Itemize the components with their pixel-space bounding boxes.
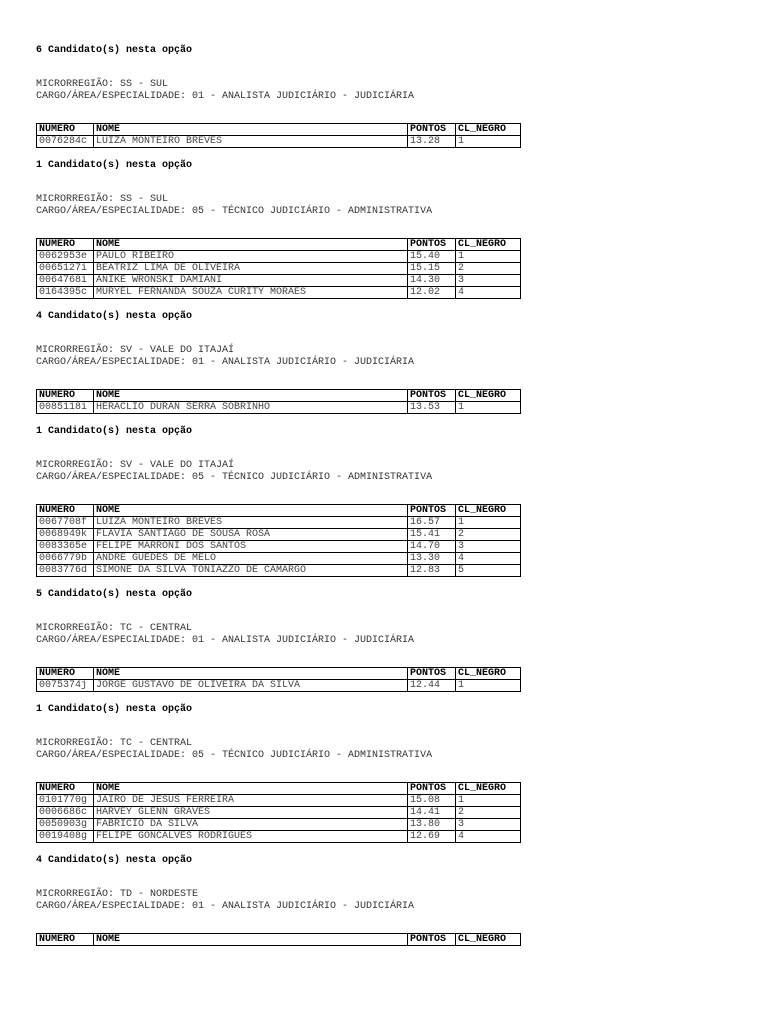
results-table — [36, 504, 521, 577]
section-header — [36, 738, 526, 762]
cell-numero: 0083776d — [37, 565, 94, 577]
column-header-pontos: PONTOS — [408, 668, 456, 680]
cell-cl-negro: 5 — [456, 565, 521, 577]
table-row — [37, 541, 521, 553]
result-section — [36, 889, 526, 946]
cell-pontos: 12.02 — [408, 287, 456, 299]
cell-cl-negro: 1 — [456, 795, 521, 807]
section-header — [36, 623, 526, 647]
cell-pontos: 14.70 — [408, 541, 456, 553]
cell-nome: PAULO RIBEIRO — [94, 251, 408, 263]
cell-cl-negro: 2 — [456, 263, 521, 275]
cell-nome: JAIRO DE JESUS FERREIRA — [94, 795, 408, 807]
microrregiao-label: MICRORREGIÃO: SS - SUL — [36, 194, 169, 205]
column-header-nome: NOME — [94, 505, 408, 517]
candidate-count: 4 Candidato(s) nesta opção — [36, 311, 193, 322]
column-header-cl-negro: CL_NEGRO — [456, 505, 521, 517]
cell-numero: 0062953e — [37, 251, 94, 263]
candidate-count: 1 Candidato(s) nesta opção — [36, 160, 193, 171]
cell-nome: MURYEL FERNANDA SOUZA CURITY MORAES — [94, 287, 408, 299]
table-row — [37, 795, 521, 807]
table-row — [37, 402, 521, 414]
sections-container — [36, 79, 526, 946]
microrregiao-label: MICRORREGIÃO: TC - CENTRAL — [36, 623, 193, 634]
cell-pontos: 13.53 — [408, 402, 456, 414]
table-row — [37, 565, 521, 577]
table-header-row — [37, 239, 521, 251]
cell-numero: 0085118i — [37, 402, 94, 414]
cell-nome: FABRICIO DA SILVA — [94, 819, 408, 831]
cell-nome: ANIKE WRONSKI DAMIANI — [94, 275, 408, 287]
column-header-cl-negro: CL_NEGRO — [456, 124, 521, 136]
column-header-pontos: PONTOS — [408, 124, 456, 136]
cell-nome: LUIZA MONTEIRO BREVES — [94, 517, 408, 529]
cell-cl-negro: 4 — [456, 553, 521, 565]
cell-numero: 0076284c — [37, 136, 94, 148]
column-header-pontos: PONTOS — [408, 390, 456, 402]
result-section — [36, 623, 526, 716]
cargo-label: CARGO/ÁREA/ESPECIALIDADE: 01 - ANALISTA JUDICIÁRIO - JUDICIÁRIA — [36, 901, 415, 912]
cell-numero: 0050903g — [37, 819, 94, 831]
column-header-numero: NUMERO — [37, 390, 94, 402]
column-header-numero: NUMERO — [37, 668, 94, 680]
cell-nome: FELIPE MARRONI DOS SANTOS — [94, 541, 408, 553]
cargo-label: CARGO/ÁREA/ESPECIALIDADE: 05 - TÉCNICO JUDICIÁRIO - ADMINISTRATIVA — [36, 750, 433, 761]
results-table — [36, 782, 521, 843]
table-row — [37, 807, 521, 819]
results-table — [36, 389, 521, 414]
section-header — [36, 889, 526, 913]
table-row — [37, 263, 521, 275]
cell-nome: ANDRE GUEDES DE MELO — [94, 553, 408, 565]
candidate-count: 5 Candidato(s) nesta opção — [36, 589, 193, 600]
cell-cl-negro: 4 — [456, 831, 521, 843]
table-row — [37, 517, 521, 529]
table-header-row — [37, 390, 521, 402]
column-header-numero: NUMERO — [37, 124, 94, 136]
cell-cl-negro: 1 — [456, 402, 521, 414]
cell-nome: BEATRIZ LIMA DE OLIVEIRA — [94, 263, 408, 275]
results-table — [36, 123, 521, 148]
results-table — [36, 667, 521, 692]
table-header-row — [37, 668, 521, 680]
column-header-numero: NUMERO — [37, 505, 94, 517]
results-table — [36, 933, 521, 946]
cell-pontos: 12.83 — [408, 565, 456, 577]
result-section — [36, 460, 526, 601]
section-header — [36, 345, 526, 369]
column-header-nome: NOME — [94, 124, 408, 136]
cell-pontos: 13.28 — [408, 136, 456, 148]
cargo-label: CARGO/ÁREA/ESPECIALIDADE: 01 - ANALISTA JUDICIÁRIO - JUDICIÁRIA — [36, 91, 415, 102]
cell-cl-negro: 1 — [456, 251, 521, 263]
cell-nome: HARVEY GLENN GRAVES — [94, 807, 408, 819]
cell-numero: 0068949k — [37, 529, 94, 541]
cell-cl-negro: 3 — [456, 541, 521, 553]
table-header-row — [37, 934, 521, 946]
column-header-numero: NUMERO — [37, 934, 94, 946]
column-header-cl-negro: CL_NEGRO — [456, 668, 521, 680]
cell-pontos: 14.30 — [408, 275, 456, 287]
cell-nome: SIMONE DA SILVA TONIAZZO DE CAMARGO — [94, 565, 408, 577]
table-row — [37, 819, 521, 831]
cell-nome: FELIPE GONCALVES RODRIGUES — [94, 831, 408, 843]
cargo-label: CARGO/ÁREA/ESPECIALIDADE: 01 - ANALISTA JUDICIÁRIO - JUDICIÁRIA — [36, 635, 415, 646]
column-header-nome: NOME — [94, 239, 408, 251]
result-section — [36, 738, 526, 867]
table-row — [37, 251, 521, 263]
cell-cl-negro: 1 — [456, 680, 521, 692]
microrregiao-label: MICRORREGIÃO: TC - CENTRAL — [36, 738, 193, 749]
column-header-cl-negro: CL_NEGRO — [456, 390, 521, 402]
table-row — [37, 553, 521, 565]
cell-numero: 0083365e — [37, 541, 94, 553]
column-header-pontos: PONTOS — [408, 505, 456, 517]
cell-nome: HERACLIO DURAN SERRA SOBRINHO — [94, 402, 408, 414]
result-section — [36, 194, 526, 323]
table-header-row — [37, 783, 521, 795]
cell-cl-negro: 1 — [456, 517, 521, 529]
cell-nome: LUIZA MONTEIRO BREVES — [94, 136, 408, 148]
cell-pontos: 14.41 — [408, 807, 456, 819]
column-header-cl-negro: CL_NEGRO — [456, 239, 521, 251]
cell-pontos: 16.57 — [408, 517, 456, 529]
cell-cl-negro: 2 — [456, 529, 521, 541]
candidate-count: 6 Candidato(s) nesta opção — [36, 45, 193, 56]
cell-cl-negro: 1 — [456, 136, 521, 148]
cell-numero: 0019408g — [37, 831, 94, 843]
cell-pontos: 12.69 — [408, 831, 456, 843]
cell-numero: 0067708f — [37, 517, 94, 529]
cell-numero: 0101770g — [37, 795, 94, 807]
cell-numero: 0065127i — [37, 263, 94, 275]
cell-numero: 0064768i — [37, 275, 94, 287]
column-header-nome: NOME — [94, 783, 408, 795]
results-document — [36, 45, 526, 946]
microrregiao-label: MICRORREGIÃO: TD - NORDESTE — [36, 889, 199, 900]
table-header-row — [37, 505, 521, 517]
column-header-numero: NUMERO — [37, 783, 94, 795]
results-table — [36, 238, 521, 299]
cell-numero: 0075374j — [37, 680, 94, 692]
cell-nome: FLAVIA SANTIAGO DE SOUSA ROSA — [94, 529, 408, 541]
table-row — [37, 831, 521, 843]
candidate-count: 1 Candidato(s) nesta opção — [36, 426, 193, 437]
cell-numero: 0164395c — [37, 287, 94, 299]
column-header-numero: NUMERO — [37, 239, 94, 251]
cargo-label: CARGO/ÁREA/ESPECIALIDADE: 01 - ANALISTA JUDICIÁRIO - JUDICIÁRIA — [36, 357, 415, 368]
column-header-cl-negro: CL_NEGRO — [456, 783, 521, 795]
table-row — [37, 287, 521, 299]
column-header-pontos: PONTOS — [408, 934, 456, 946]
cell-pontos: 15.40 — [408, 251, 456, 263]
cargo-label: CARGO/ÁREA/ESPECIALIDADE: 05 - TÉCNICO JUDICIÁRIO - ADMINISTRATIVA — [36, 206, 433, 217]
column-header-pontos: PONTOS — [408, 783, 456, 795]
table-row — [37, 136, 521, 148]
section-header — [36, 79, 526, 103]
cell-pontos: 15.41 — [408, 529, 456, 541]
candidate-count: 4 Candidato(s) nesta opção — [36, 855, 193, 866]
microrregiao-label: MICRORREGIÃO: SS - SUL — [36, 79, 169, 90]
cell-pontos: 13.80 — [408, 819, 456, 831]
column-header-nome: NOME — [94, 390, 408, 402]
result-section — [36, 345, 526, 438]
column-header-cl-negro: CL_NEGRO — [456, 934, 521, 946]
column-header-pontos: PONTOS — [408, 239, 456, 251]
section-header — [36, 194, 526, 218]
cell-pontos: 13.30 — [408, 553, 456, 565]
cell-cl-negro: 3 — [456, 275, 521, 287]
cell-pontos: 15.15 — [408, 263, 456, 275]
table-row — [37, 529, 521, 541]
cell-cl-negro: 3 — [456, 819, 521, 831]
column-header-nome: NOME — [94, 668, 408, 680]
table-row — [37, 275, 521, 287]
cell-numero: 0066779b — [37, 553, 94, 565]
cargo-label: CARGO/ÁREA/ESPECIALIDADE: 05 - TÉCNICO JUDICIÁRIO - ADMINISTRATIVA — [36, 472, 433, 483]
cell-cl-negro: 2 — [456, 807, 521, 819]
result-section — [36, 79, 526, 172]
cell-numero: 0006686c — [37, 807, 94, 819]
column-header-nome: NOME — [94, 934, 408, 946]
cell-pontos: 15.08 — [408, 795, 456, 807]
cell-pontos: 12.44 — [408, 680, 456, 692]
candidate-count: 1 Candidato(s) nesta opção — [36, 704, 193, 715]
table-row — [37, 680, 521, 692]
cell-nome: JORGE GUSTAVO DE OLIVEIRA DA SILVA — [94, 680, 408, 692]
cell-cl-negro: 4 — [456, 287, 521, 299]
table-header-row — [37, 124, 521, 136]
microrregiao-label: MICRORREGIÃO: SV - VALE DO ITAJAÍ — [36, 345, 235, 356]
microrregiao-label: MICRORREGIÃO: SV - VALE DO ITAJAÍ — [36, 460, 235, 471]
section-header — [36, 460, 526, 484]
